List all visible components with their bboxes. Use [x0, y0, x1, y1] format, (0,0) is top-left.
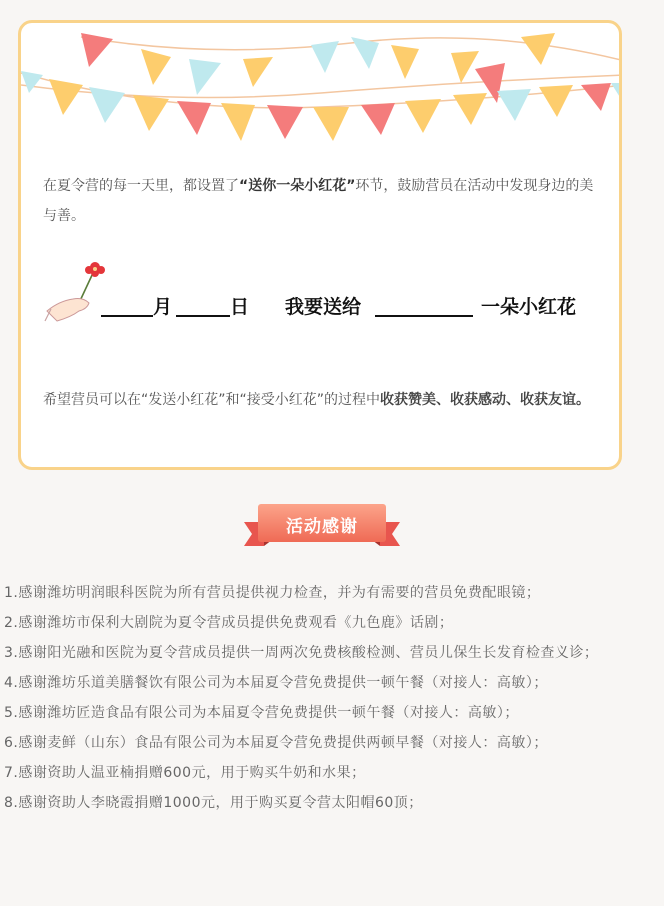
outro-text: 希望营员可以在“发送小红花”和“接受小红花”的过程中: [43, 392, 381, 408]
list-item: 1.感谢潍坊明润眼科医院为所有营员提供视力检查，并为有需要的营员免费配眼镜；: [4, 585, 541, 601]
give-to-label: 我要送给: [285, 295, 362, 318]
outro-highlight: 收获赞美、收获感动、收获友谊。: [380, 392, 591, 408]
flower-form-line: [95, 285, 615, 325]
month-label: 月: [153, 295, 173, 318]
section-title: 活动感谢: [286, 516, 358, 537]
intro-text-end: 环节，鼓励营员在活动中发现身边的美与善。: [43, 178, 594, 224]
intro-text: 在夏令营的每一天里，都设置了: [43, 178, 239, 194]
month-blank[interactable]: [101, 293, 153, 317]
flower-label: 一朵小红花: [481, 295, 577, 318]
list-item: 8.感谢资助人李晓霞捐赠1000元，用于购买夏令营太阳帽60顶；: [4, 795, 423, 811]
list-item: 6.感谢麦鲜（山东）食品有限公司为本届夏令营免费提供两顿早餐（对接人：高敏）；: [4, 735, 548, 751]
red-flower-card: [18, 20, 622, 470]
recipient-blank[interactable]: [375, 293, 473, 317]
list-item: 2.感谢潍坊市保利大剧院为夏令营成员提供免费观看《九色鹿》话剧；: [4, 615, 454, 631]
list-item: 4.感谢潍坊乐道美膳餐饮有限公司为本届夏令营免费提供一顿午餐（对接人：高敏）；: [4, 675, 548, 691]
list-item: 3.感谢阳光融和医院为夏令营成员提供一周两次免费核酸检测、营员儿保生长发育检查义诊；: [4, 645, 599, 661]
intro-highlight: “送你一朵小红花”: [239, 178, 356, 194]
thanks-list: [4, 578, 660, 818]
list-item: 5.感谢潍坊匠造食品有限公司为本届夏令营免费提供一顿午餐（对接人：高敏）；: [4, 705, 519, 721]
day-label: 日: [230, 295, 250, 318]
outro-paragraph: [43, 385, 603, 415]
list-item: 7.感谢资助人温亚楠捐赠600元，用于购买牛奶和水果；: [4, 765, 366, 781]
bunting-decoration: [21, 23, 622, 163]
day-blank[interactable]: [176, 293, 230, 317]
intro-paragraph: [43, 171, 603, 231]
